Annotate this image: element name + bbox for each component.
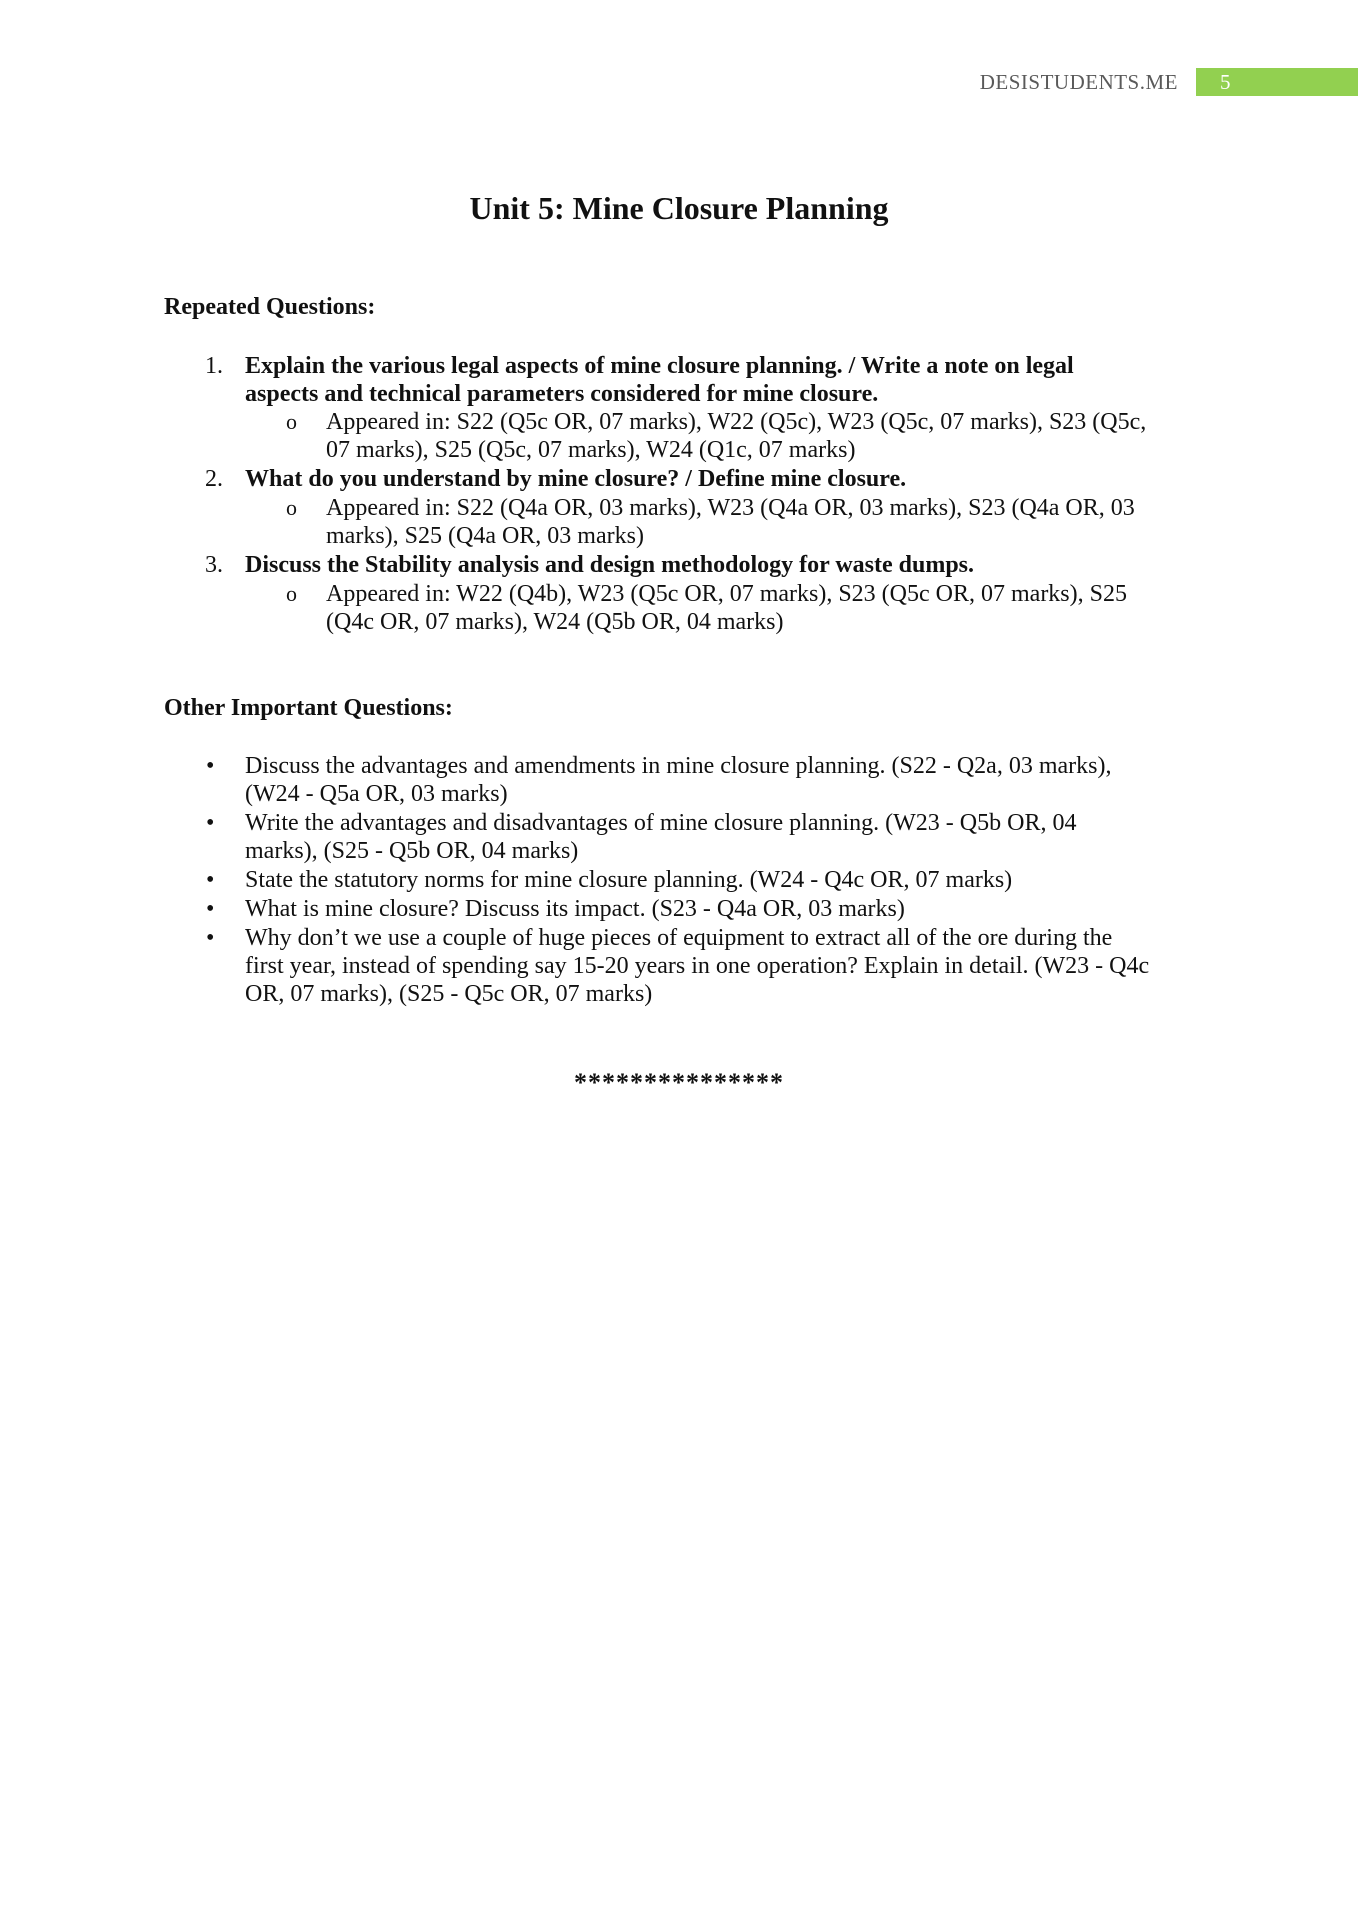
page-title: Unit 5: Mine Closure Planning	[469, 190, 889, 226]
bullet-icon: •	[206, 810, 215, 836]
bullet-text-line: State the statutory norms for mine closure planning. (W24 - Q4c OR, 07 marks)	[245, 867, 1013, 893]
sub-bullet-icon: o	[286, 581, 297, 606]
question-text-line: Discuss the Stability analysis and design methodology for waste dumps.	[245, 552, 975, 578]
bullet-text-line: (W24 - Q5a OR, 03 marks)	[245, 781, 508, 807]
bullet-text-line: first year, instead of spending say 15-20 years in one operation? Explain in detail. (W23 - Q4c	[245, 953, 1150, 979]
bullet-icon: •	[206, 925, 215, 951]
site-name: DESISTUDENTS.ME	[979, 69, 1178, 94]
other-questions-heading: Other Important Questions:	[164, 695, 453, 721]
question-text-line: What do you understand by mine closure? / Define mine closure.	[245, 466, 907, 492]
sub-bullet-icon: o	[286, 409, 297, 434]
appeared-in-line: marks), S25 (Q4a OR, 03 marks)	[326, 523, 644, 549]
bullet-icon: •	[206, 896, 215, 922]
section-separator: ***************	[574, 1068, 784, 1097]
sub-bullet-icon: o	[286, 495, 297, 520]
question-number: 1.	[205, 353, 223, 379]
bullet-text-line: What is mine closure? Discuss its impact. (S23 - Q4a OR, 03 marks)	[245, 896, 905, 922]
appeared-in-line: Appeared in: S22 (Q4a OR, 03 marks), W23 (Q4a OR, 03 marks), S23 (Q4a OR, 03	[326, 495, 1135, 521]
question-text-line: Explain the various legal aspects of mine closure planning. / Write a note on legal	[245, 353, 1074, 379]
appeared-in-line: 07 marks), S25 (Q5c, 07 marks), W24 (Q1c, 07 marks)	[326, 437, 856, 463]
appeared-in-line: (Q4c OR, 07 marks), W24 (Q5b OR, 04 marks)	[326, 609, 784, 635]
bullet-text-line: Why don’t we use a couple of huge pieces of equipment to extract all of the ore during the	[245, 925, 1113, 951]
page-number: 5	[1196, 68, 1358, 96]
question-number: 3.	[205, 552, 223, 578]
appeared-in-line: Appeared in: S22 (Q5c OR, 07 marks), W22 (Q5c), W23 (Q5c, 07 marks), S23 (Q5c,	[326, 409, 1147, 435]
bullet-icon: •	[206, 753, 215, 779]
repeated-questions-heading: Repeated Questions:	[164, 294, 376, 320]
bullet-text-line: marks), (S25 - Q5b OR, 04 marks)	[245, 838, 579, 864]
question-number: 2.	[205, 466, 223, 492]
bullet-text-line: Discuss the advantages and amendments in mine closure planning. (S22 - Q2a, 03 marks),	[245, 753, 1112, 779]
bullet-icon: •	[206, 867, 215, 893]
bullet-text-line: Write the advantages and disadvantages of mine closure planning. (W23 - Q5b OR, 04	[245, 810, 1077, 836]
page-header	[980, 68, 1358, 96]
appeared-in-line: Appeared in: W22 (Q4b), W23 (Q5c OR, 07 marks), S23 (Q5c OR, 07 marks), S25	[326, 581, 1127, 607]
bullet-text-line: OR, 07 marks), (S25 - Q5c OR, 07 marks)	[245, 981, 653, 1007]
question-text-line: aspects and technical parameters considered for mine closure.	[245, 381, 879, 407]
